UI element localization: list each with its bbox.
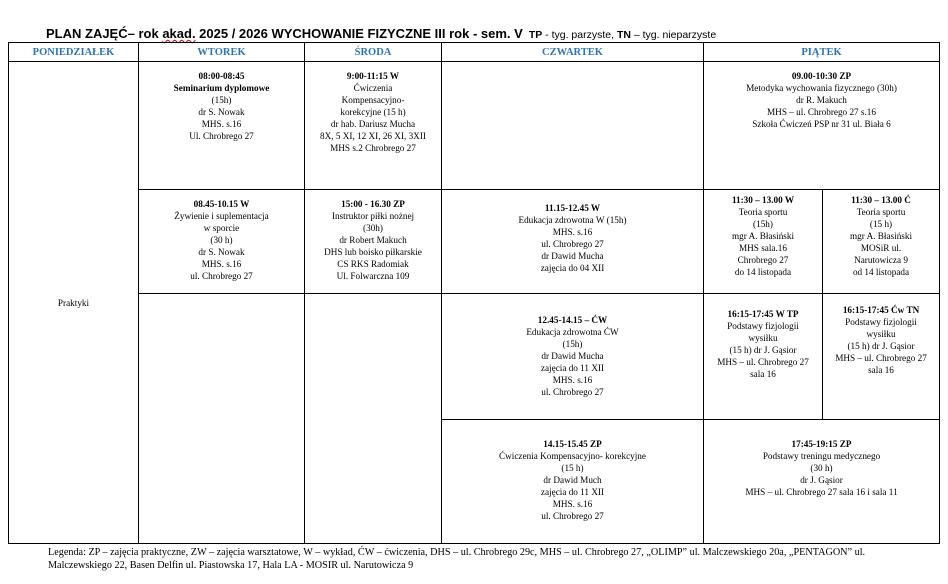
- class-time: 15:00 - 16.30 ZP: [341, 199, 405, 209]
- class-line: Podstawy treningu medycznego: [762, 451, 881, 461]
- class-line: sala 16: [750, 369, 776, 379]
- class-line: (15 h) dr J. Gąsior: [847, 341, 915, 351]
- tp-abbr: TP: [528, 29, 543, 41]
- class-line: (30 h): [210, 235, 233, 245]
- class-cell: [139, 190, 305, 294]
- class-line: od 14 listopada: [852, 267, 910, 277]
- class-line: ul. Chrobrego 27: [541, 511, 604, 521]
- class-time: 14.15-15.45 ZP: [543, 439, 602, 449]
- class-cell: [704, 62, 940, 190]
- class-line: ul. Chrobrego 27: [541, 387, 604, 397]
- class-cell: [305, 190, 442, 294]
- class-block: [823, 294, 939, 376]
- class-time: 09.00-10:30 ZP: [791, 71, 852, 81]
- class-line: dr hab. Dariusz Mucha: [330, 119, 416, 129]
- class-block: [704, 190, 822, 278]
- class-line: Ul. Folwarczna 109: [336, 271, 410, 281]
- class-line: mgr A. Błasiński: [849, 231, 913, 241]
- empty-cell: [305, 294, 442, 544]
- class-time: 17:45-19:15 ZP: [791, 439, 852, 449]
- class-line: Ćwiczenia: [353, 83, 393, 93]
- class-line: (30 h): [810, 463, 833, 473]
- legend: Legenda: ZP – zajęcia praktyczne, ZW – zajęcia warsztatowe, W – wykład, ĆW – ćwiczenia, DHS – ul. Chrobrego 29c, MHS – ul. Chrobrego 27, „OLIMP” ul. Malczewskiego 20a, „PENTAGON” ul. Malczewskiego 22, Basen Delfin ul. Piastowska 17, Hala LA - MOSIR ul. Narutowicza 9: [48, 547, 866, 571]
- class-cell: [823, 294, 940, 420]
- tn-abbr: TN: [616, 29, 631, 41]
- class-line: Szkoła Ćwiczeń PSP nr 31 ul. Biała 6: [752, 119, 891, 129]
- class-time: 11:30 – 13.00 W: [731, 195, 795, 205]
- class-block: [139, 62, 304, 142]
- class-line: DHS lub boisko piłkarskie: [324, 247, 422, 257]
- class-cell: [305, 62, 442, 190]
- class-cell: [442, 420, 704, 544]
- title-akad: akad.: [162, 26, 196, 41]
- class-time: 11:30 – 13.00 Ć: [851, 195, 911, 205]
- class-line: dr J. Gąsior: [800, 475, 843, 485]
- class-time: 9:00-11:15 W: [346, 71, 400, 81]
- class-line: Narutowicza 9: [854, 255, 908, 265]
- class-line: dr Robert Makuch: [339, 235, 407, 245]
- day-header-wednesday: ŚRODA: [305, 43, 442, 62]
- class-line: MHS. s.16: [552, 375, 593, 385]
- class-line: dr S. Nowak: [198, 107, 245, 117]
- class-line: Edukacja zdrowotna ĆW: [526, 327, 619, 337]
- class-block: [704, 62, 939, 130]
- class-line: ul. Chrobrego 27: [190, 271, 253, 281]
- empty-cell: [442, 62, 704, 190]
- class-line: ul. Chrobrego 27: [541, 239, 604, 249]
- class-time: 08.45-10.15 W: [193, 199, 250, 209]
- class-line: Żywienie i suplementacja: [174, 211, 269, 221]
- class-line: 8X, 5 XI, 12 XI, 26 XI, 3XII: [320, 131, 426, 141]
- class-cell: [704, 294, 823, 420]
- class-line: Chrobrego 27: [737, 255, 789, 265]
- empty-cell: [139, 294, 305, 544]
- class-line: MHS – ul. Chrobrego 27 sala 16 i sala 11: [745, 487, 898, 497]
- class-line: mgr A. Błasiński: [731, 231, 795, 241]
- class-line: Edukacja zdrowotna W (15h): [518, 215, 627, 225]
- class-block: [442, 294, 703, 398]
- class-line: (30h): [363, 223, 383, 233]
- class-line: korekcyjne (15 h): [340, 107, 406, 117]
- class-line: wysiłku: [748, 333, 778, 343]
- class-line: MHS. s.16: [201, 119, 242, 129]
- class-block: [704, 294, 822, 380]
- class-block: [442, 190, 703, 274]
- class-time: 08:00-08:45: [198, 71, 245, 81]
- class-cell: [704, 190, 823, 294]
- class-block: [139, 190, 304, 282]
- class-line: MOSiR ul.: [860, 243, 902, 253]
- class-line: (15h): [211, 95, 232, 105]
- class-line: MHS – ul. Chrobrego 27: [835, 353, 927, 363]
- class-line: Ul. Chrobrego 27: [189, 131, 254, 141]
- day-header-thursday: CZWARTEK: [442, 43, 704, 62]
- class-line: (15 h): [561, 463, 584, 473]
- class-line: Ćwiczenia Kompensacyjno- korekcyjne: [499, 451, 646, 461]
- class-cell: [442, 294, 704, 420]
- class-line: Seminarium dyplomowe: [173, 83, 270, 93]
- class-line: dr Dawid Much: [543, 475, 602, 485]
- class-line: w sporcie: [203, 223, 240, 233]
- schedule-title: [46, 26, 716, 41]
- class-time: 11.15-12.45 W: [544, 203, 601, 213]
- class-line: MHS. s.16: [552, 227, 593, 237]
- class-line: dr S. Nowak: [198, 247, 245, 257]
- class-block: [305, 190, 441, 282]
- day-header-friday: PIĄTEK: [704, 43, 940, 62]
- class-line: zajęcia do 11 XII: [540, 487, 605, 497]
- class-line: zajęcia do 11 XII: [540, 363, 605, 373]
- class-block: [305, 62, 441, 154]
- class-line: dr Dawid Mucha: [541, 251, 604, 261]
- title-prefix: PLAN ZAJĘĆ– rok: [46, 26, 163, 41]
- class-line: Podstawy fizjologii: [845, 317, 917, 327]
- day-header-tuesday: WTOREK: [139, 43, 305, 62]
- class-block: [704, 420, 939, 498]
- class-line: Metodyka wychowania fizycznego (30h): [746, 83, 897, 93]
- class-line: (15h): [562, 339, 583, 349]
- class-block: [823, 190, 939, 278]
- day-header-monday: PONIEDZIAŁEK: [9, 43, 139, 62]
- class-line: CS RKS Radomiak: [337, 259, 409, 269]
- tp-desc: - tyg. parzyste,: [542, 29, 617, 41]
- class-line: Podstawy fizjologii: [727, 321, 799, 331]
- class-line: Kompensacyjno-: [341, 95, 405, 105]
- class-line: dr Dawid Mucha: [541, 351, 604, 361]
- class-line: Teoria sportu: [856, 207, 906, 217]
- class-time: 12.45-14.15 – ĆW: [537, 315, 608, 325]
- class-block: [442, 420, 703, 522]
- title-rest: 2025 / 2026 WYCHOWANIE FIZYCZNE III rok - sem. V: [195, 26, 523, 41]
- class-line: do 14 listopada: [734, 267, 792, 277]
- class-line: MHS sala.16: [739, 243, 787, 253]
- class-line: wysiłku: [866, 329, 896, 339]
- monday-praktyki: Praktyki: [9, 62, 139, 544]
- class-line: zajęcia do 04 XII: [540, 263, 605, 273]
- class-line: MHS. s.16: [201, 259, 242, 269]
- class-line: MHS – ul. Chrobrego 27 s.16: [767, 107, 876, 117]
- class-line: sala 16: [868, 365, 894, 375]
- class-line: (15 h): [869, 219, 893, 229]
- class-time: 16:15-17:45 Ćw TN: [842, 305, 920, 315]
- class-line: (15 h) dr J. Gąsior: [729, 345, 797, 355]
- class-line: MHS. s.16: [552, 499, 593, 509]
- class-cell: [139, 62, 305, 190]
- class-line: dr R. Makuch: [796, 95, 847, 105]
- class-line: Teoria sportu: [738, 207, 788, 217]
- class-time: 16:15-17:45 W TP: [727, 309, 799, 319]
- schedule-table: [8, 42, 940, 544]
- class-cell: [704, 420, 940, 544]
- tn-desc: – tyg. nieparzyste: [630, 29, 717, 41]
- class-line: (15h): [753, 219, 773, 229]
- class-line: Instruktor piłki nożnej: [331, 211, 415, 221]
- class-line: MHS s.2 Chrobrego 27: [330, 143, 416, 153]
- class-line: MHS – ul. Chrobrego 27: [717, 357, 809, 367]
- week-legend: [529, 29, 716, 41]
- class-cell: [823, 190, 940, 294]
- class-cell: [442, 190, 704, 294]
